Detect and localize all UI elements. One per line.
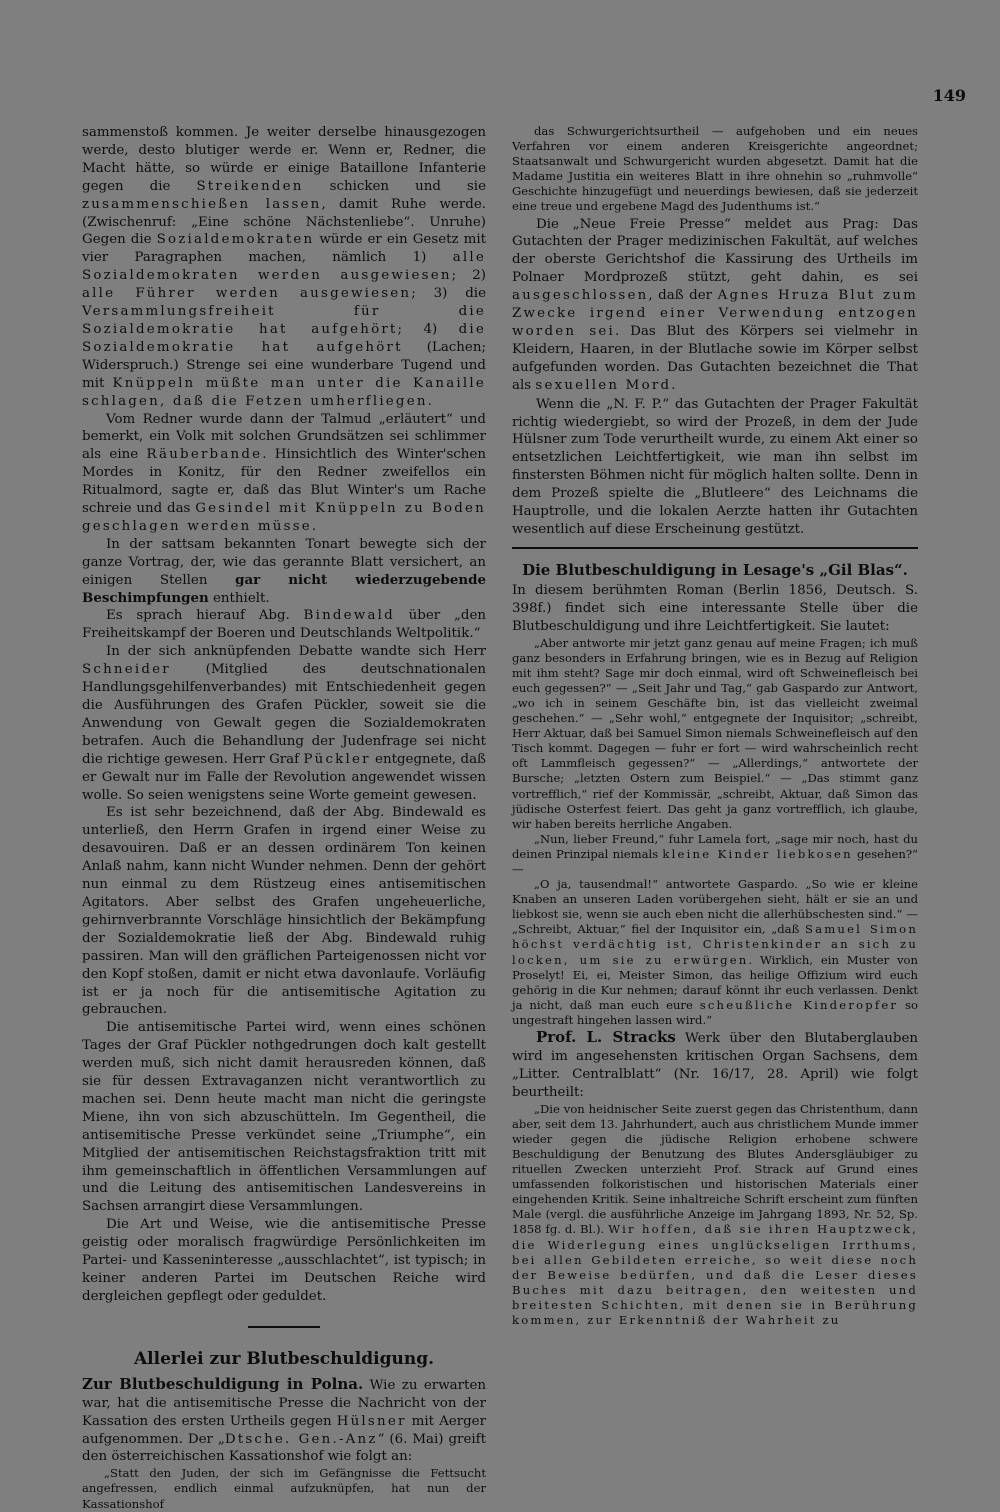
text-run: enthielt.	[208, 590, 270, 606]
run-spaced: Wir hoffen, daß sie ihren Hauptzweck, die Widerlegung eines unglückseligen Irrthums, bei allen Gebildeten erreiche, so weit diese noch der Beweise bedürfen, und daß die Leser dieses Buches mit dazu beitragen, den weitesten und breitesten Schichten, mit denen sie in Berührung kommen, zur Erkenntniß der Wahrheit zu	[512, 1222, 919, 1327]
run-heading: Zur Blutbeschuldigung in Polna.	[82, 1374, 364, 1393]
paragraph	[512, 636, 918, 832]
left-column-paragraphs	[82, 124, 486, 1306]
run-spaced: alle Sozialdemokraten werden ausgewiesen	[82, 250, 486, 284]
text-run: ; 4)	[397, 321, 459, 337]
text-run: In der sattsam bekannten Tonart bewegte sich der ganze Vortrag, der, wie das gerannte Blatt versichert, an einigen Stellen	[82, 536, 486, 588]
paragraph	[82, 536, 486, 608]
run-spaced: kleine Kinder liebkosen	[662, 846, 853, 861]
text-run: , daß der	[648, 288, 718, 304]
text-run: Die Art und Weise, wie die antisemitische Presse geistig oder moralisch fragwürdige Persönlichkeiten im Partei- und Kasseninteresse „ausschlachtet“, ist typisch; in keiner anderen Partei im Deutschen Reiche wird dergleichen gepflegt oder geduldet.	[82, 1217, 486, 1304]
run-spaced: Streikenden	[196, 178, 304, 194]
run-spaced: Dtsche. Gen.-Anz	[224, 1431, 378, 1447]
paragraph	[512, 877, 918, 1028]
run-spaced: Bindewald	[303, 608, 395, 624]
paragraph	[512, 832, 918, 877]
gil-blas-intro: In diesem berühmten Roman (Berlin 1856, Deutsch. S. 398f.) findet sich eine interessante Stelle über die Blutbeschuldigung und ihre Leichtfertigkeit. Sie lautet:	[512, 582, 918, 634]
paragraph	[82, 643, 486, 804]
gil-blas-heading: Die Blutbeschuldigung in Lesage's „Gil Blas“.	[522, 560, 908, 579]
strack-quote	[512, 1102, 918, 1328]
text-run: “ (6. Mai) greift den österreichischen Kassationshof wie folgt an:	[82, 1431, 486, 1465]
text-run: . Das Blut des Körpers sei vielmehr in Kleidern, Haaren, in der Blutlache sowie im Körper selbst aufgefunden worden. Das Gutachten bezeichnet die That als	[512, 324, 918, 393]
text-run: . Hinsichtlich des Winter'schen Mordes in Konitz, für den Redner zweifellos ein Ritualmord, sagte er, daß das Blut Winter's um Rache schreie und das	[82, 447, 486, 517]
paragraph	[82, 411, 486, 536]
run-spaced: Gesindel mit Knüppeln zu Boden geschlagen werden müsse	[82, 501, 487, 534]
strack-paragraph	[512, 1029, 918, 1102]
run-spaced: Knüppeln müßte man unter die Kanaille schlagen, daß die Fetzen umherfliegen	[82, 375, 487, 409]
run-heading: Prof. L. Stracks	[536, 1028, 676, 1047]
text-run: Die antisemitische Partei wird, wenn eines schönen Tages der Graf Pückler nothgedrungen doch kalt gestellt werden muß, sich nicht damit herausreden können, daß sie für dessen Extravaganzen nicht verantwortlich zu machen sei. Denn heute macht man nicht die geringste Miene, ihn von sich abzuschütteln. Im Gegentheil, die antisemitische Presse verkündet seine „Triumphe“, ein Mitglied der antisemitischen Reichstagsfraktion tritt mit ihm gemeinschaftlich in öffentlichen Versammlungen auf und die Leitung des antisemitischen Landesvereins in Sachsen arrangirt diese Versammlungen.	[82, 1020, 486, 1215]
column-rule	[512, 547, 918, 549]
run-spaced: scheußliche Kinderopfer	[699, 997, 899, 1012]
paragraph	[82, 124, 486, 411]
polna-quote: „Statt den Juden, der sich im Gefängnisse die Fettsucht angefressen, endlich einmal aufzuknüpfen, hat nun der Kassationshof	[82, 1466, 486, 1511]
text-run: (Mitglied des deutschnationalen Handlungsgehilfenverbandes) mit Entschiedenheit gegen die Ausführungen des Grafen Pückler, soweit sie die Anwendung von Gewalt gegen die Sozialdemokraten betrafen. Auch die Behandlung der Judenfrage sei nicht die richtige gewesen. Herr Graf	[82, 662, 486, 767]
text-run: .	[427, 393, 432, 409]
text-run: ; 2)	[451, 268, 486, 284]
run-bold: gar nicht wiederzugebende Beschimpfungen	[82, 571, 487, 606]
run-spaced: Samuel Simon höchst verdächtig ist, Christenkinder an sich zu locken, um sie zu erwürgen	[512, 922, 918, 967]
text-run: schicken und sie	[303, 178, 486, 194]
text-run: mit Aerger aufgenommen. Der „	[82, 1413, 486, 1447]
text-run: „Die von heidnischer Seite zuerst gegen das Christenthum, dann aber, seit dem 13. Jahrhundert, auch aus christlichem Munde immer wieder gegen die jüdische Religion erhobene schwere Beschuldigung der Benutzung des Blutes Andersgläubiger zu rituellen Zwecken unterzieht Prof. Strack auf Grund eines umfassenden folkoristischen und historischen Materials einer eingehenden Kritik. Seine inhaltreiche Schrift erscheint zum fünften Male (vergl. die ausführliche Anzeige im Jahrgang 1893, Nr. 52, Sp. 1858 fg. d. Bl.).	[512, 1101, 918, 1237]
text-run: Es ist sehr bezeichnend, daß der Abg. Bindewald es unterließ, den Herrn Grafen in irgend einer Weise zu desavouiren. Daß er an dessen ordinärem Ton keinen Anlaß nahm, kann nicht Wunder nehmen. Denn der gehört nun einmal zu dem Rüstzeug eines antisemitischen Agitators. Aber selbst des Grafen ungeheuerliche, gehirnverbrannte Vorschläge hinsichtlich der Bekämpfung der Sozialdemokratie ließ der Abg. Bindewald ruhig passiren. Man will den gräflichen Parteigenossen nicht vor den Kopf stoßen, damit er nicht etwa davonlaufe. Vorläufig ist er ja noch für die antisemitische Agitation zu gebrauchen.	[82, 805, 486, 1018]
page-number: 149	[932, 86, 966, 105]
text-run: so ungestraft hingehen lassen wird.“	[512, 997, 918, 1027]
paragraph	[82, 804, 486, 1019]
text-run: Es sprach hierauf Abg.	[106, 608, 304, 624]
text-run: entgegnete, daß er Gewalt nur im Falle der Revolution angewendet wissen wolle. So seien wenigstens seine Worte gemeint gewesen.	[82, 751, 487, 803]
right-column	[512, 124, 918, 1328]
run-spaced: alle Führer werden ausgewiesen	[82, 286, 412, 302]
polna-quote-continuation: das Schwurgerichtsurtheil — aufgehoben und ein neues Verfahren vor einem anderen Kreisgerichte angeordnet; Staatsanwalt und Schwurgericht wurden abgesetzt. Damit hat die Madame Justitia ein weiteres Blatt in ihre ohnehin so „ruhmvolle“ Geschichte hinzugefügt und neuerdings bewiesen, daß sie jederzeit eine treue und ergebene Magd des Judenthums ist.“	[512, 124, 918, 214]
text-run: Vom Redner wurde dann der Talmud „erläutert“ und bemerkt, ein Volk mit solchen Grundsätzen sei schlimmer als eine	[82, 411, 486, 463]
text-run: „O ja, tausendmal!“ antwortete Gaspardo. „So wie er kleine Knaben an unseren Laden vorübergehen sieht, hält er sie an und liebkost sie, wenn sie auch eben nicht die allerhübschesten sind.“ — „Schreibt, Aktuar,“ fiel der Inquisitor ein, „daß	[512, 877, 918, 937]
polna-paragraph	[82, 1376, 486, 1467]
left-column	[82, 124, 486, 1512]
text-run: sammenstoß kommen. Je weiter derselbe hinausgezogen werde, desto blutiger werde er. Wenn er, Redner, die Macht hätte, so würde er einige Bataillone Infanterie gegen die	[82, 125, 486, 194]
run-spaced: Agnes Hruza Blut zum Zwecke irgend einer Verwendung entzogen worden sei	[512, 288, 918, 339]
run-spaced: Versammlungsfreiheit für die Sozialdemokratie hat aufgehört	[82, 304, 486, 337]
text-run: (Lachen; Widerspruch.) Strenge sei eine wunderbare Tugend und mit	[82, 339, 486, 391]
run-spaced: zusammenschießen lassen	[82, 196, 322, 212]
run-spaced: Räuberbande	[146, 447, 263, 463]
text-run: .	[311, 518, 317, 534]
text-run: „Nun, lieber Freund,“ fuhr Lamela fort, „sage mir noch, hast du deinen Prinzipal niemals	[512, 831, 918, 861]
text-run: „Aber antworte mir jetzt ganz genau auf meine Fragen; ich muß ganz besonders in Erfahrung bringen, wie es in Bezug auf Religion mit ihm steht? Sage mir doch einmal, wird oft Schweinefleisch bei euch gegessen?“ — „Seit Jahr und Tag,“ gab Gaspardo zur Antwort, „wo ich in seinem Geschäfte bin, ist das vielleicht zweimal geschehen.“ — „Sehr wohl,“ entgegnete der Inquisitor; „schreibt, Herr Aktuar, daß bei Samuel Simon niemals Schweinefleisch auf den Tisch kommt. Dagegen — fuhr er fort — wird wahrscheinlich recht oft Lammfleisch gegessen?“ — „Allerdings,“ antwortete der Bursche; „letzten Ostern zum Beispiel.“ — „Das stimmt ganz vortrefflich,“ rief der Kommissär, „schreibt, Aktuar, daß Simon das jüdische Osterfest feiert. Das geht ja ganz vortrefflich, ich glaube, wir haben bereits herrliche Angaben.	[512, 635, 918, 831]
paragraph	[512, 216, 918, 395]
text-run: Wenn die „N. F. P.“ das Gutachten der Prager Fakultät richtig wiedergiebt, so wird der Prozeß, in dem der Jude Hülsner zum Tode verurtheilt wurde, zu einem Akt einer so entsetzlichen Leichtfertigkeit, wie man ihn selbst im finstersten Böhmen nicht für möglich halten sollte. Denn in dem Prozeß spielte die „Blutleere“ des Leichnams die Hauptrolle, und die lokalen Aerzte hatten ihr Gutachten wesentlich auf diese Erscheinung gestützt.	[512, 396, 918, 537]
gil-blas-quotes	[512, 636, 918, 1028]
text-run: .	[671, 377, 676, 393]
text-run: Wie zu erwarten war, hat die antisemitische Presse die Nachricht von der Kassation des ersten Urtheils gegen	[82, 1377, 486, 1429]
right-column-paragraphs	[512, 216, 918, 539]
paragraph	[512, 396, 918, 539]
run-spaced: Schneider	[82, 662, 171, 678]
text-run: In der sich anknüpfenden Debatte wandte sich Herr	[106, 644, 486, 660]
text-run: Die „Neue Freie Presse“ meldet aus Prag: Das Gutachten der Prager medizinischen Fakultät, auf welches der oberste Gerichtshof die Kassirung des Urtheils im Polnaer Mordprozeß stützt, geht dahin, es sei	[512, 216, 918, 286]
run-spaced: die Sozialdemokratie hat aufgehört	[82, 321, 486, 355]
section-heading: Allerlei zur Blutbeschuldigung.	[133, 1348, 434, 1369]
text-run: . Wirklich, ein Muster von Proselyt! Ei, ei, Meister Simon, das heilige Offizium wird euch gehörig in die Kur nehmen; darauf könnt ihr euch verlassen. Denkt ja nicht, daß man euch eure	[512, 952, 918, 1012]
run-spaced: Pückler	[303, 751, 371, 767]
section-divider	[248, 1326, 320, 1328]
paragraph	[82, 1216, 486, 1306]
paragraph	[82, 1019, 486, 1216]
run-spaced: ausgeschlossen	[512, 288, 649, 304]
text-run: über „den Freiheitskampf der Boeren und Deutschlands Weltpolitik.“	[82, 608, 487, 642]
run-spaced: sexuellen Mord	[535, 377, 672, 393]
text-run: Werk über den Blutaberglauben wird im angesehensten kritischen Organ Sachsens, dem „Litter. Centralblatt“ (Nr. 16/17, 28. April) wie folgt beurtheilt:	[512, 1031, 918, 1100]
text-run: ; 3) die	[411, 286, 486, 302]
text-run: , damit Ruhe werde. (Zwischenruf: „Eine schöne Nächstenliebe“. Unruhe) Gegen die	[82, 196, 486, 248]
run-spaced: Sozialdemokraten	[156, 232, 315, 248]
run-spaced: Hülsner	[336, 1413, 407, 1429]
paragraph	[82, 607, 486, 643]
text-run: gesehen?“ —	[512, 846, 918, 876]
text-run: würde er ein Gesetz mit vier Paragraphen machen, nämlich 1)	[82, 232, 486, 266]
